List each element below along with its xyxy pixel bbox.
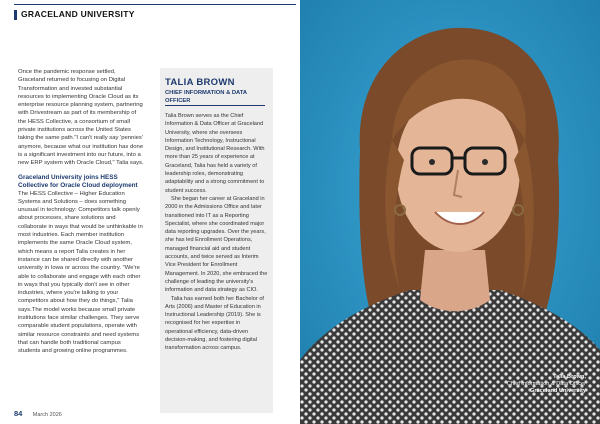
page-number: 84 xyxy=(14,409,23,418)
article-subheading: Graceland University joins HESS Collective for Oracle Cloud deployment xyxy=(18,173,138,189)
profile-name: TALIA BROWN xyxy=(165,77,235,88)
profile-sidebar xyxy=(160,68,273,413)
bio-paragraph: She began her career at Graceland in 2000 in the Admissions Office and later transitioned into IT as a Reporting Specialist, where she coordinated major data reporting upgrades. Over the years, she has led Enrollment Operations, managed financial aid and student accounts, and twice served as Interim Vice President for Enrollment Management. In 2020, she embraced the challenge of leading the university's information and data strategy as CIO. xyxy=(165,195,268,294)
caption-title: Chief Information & Data Officer xyxy=(506,381,586,387)
profile-divider xyxy=(165,105,265,106)
bio-paragraph: Talia has earned both her Bachelor of Arts (2006) and Master of Education in Instructional Leadership (2019). She is recognised for her expertise in operational efficiency, data-driven decision-making, and fostering digital transformation across campus. xyxy=(165,295,264,352)
portrait-photo xyxy=(300,0,600,424)
caption-name: Talia Brown, xyxy=(553,374,586,380)
brand-name: GRACELAND UNIVERSITY xyxy=(21,9,135,19)
brand-mark xyxy=(14,10,17,20)
article-intro: Once the pandemic response settled, Graceland returned to focusing on Digital Transformation and invested substantial resources to implementing Oracle Cloud as its enterprise resource planning system, partnering with Drivestream as part of its membership of the HESS Collective, a consortium of small private institutions across the United States taking the same path."I can't really say 'pennies' anymore, because what our institution has done is a significant investment into our future, into a new ERP system with Oracle Cloud," Talia says. xyxy=(18,69,144,167)
photo-caption xyxy=(507,374,586,395)
caption-org: Graceland University xyxy=(530,388,586,394)
profile-bio xyxy=(165,112,269,353)
header-rule xyxy=(14,4,296,5)
article-body: The HESS Collective – Higher Education Systems and Solutions – does something unusual in technology: Competitors talk openly about processes, share solutions and collaborate in ways that would be unthinkable in most industries. Each member institution implements the same Oracle Cloud system, which means a report Talia creates in her instance can be shared directly with another university in Iowa or across the country. "We're able to collaborate and engage with each other in ways that you typically don't see in other industries, where you're talking to your competitors about how they do things," Talia says.The model works because small private institutions face similar challenges. They serve comparable student populations, operate with similar resource constraints and need systems that can handle both traditional campus students and growing online programmes. xyxy=(18,190,143,355)
page-footer xyxy=(14,403,62,421)
bio-paragraph: Talia Brown serves as the Chief Information & Data Officer at Graceland University, where she oversees Information Technology, Instructional Design, and Institutional Research. With more than 25 years of experience at Graceland, Talia has held a variety of leadership roles, demonstrating adaptability and a strong commitment to student success. xyxy=(165,113,265,194)
portrait-illustration xyxy=(300,0,600,424)
issue-date: March 2026 xyxy=(32,412,62,418)
page-header xyxy=(0,0,300,22)
article-column xyxy=(18,68,144,356)
profile-role: CHIEF INFORMATION & DATA OFFICER xyxy=(165,90,247,104)
